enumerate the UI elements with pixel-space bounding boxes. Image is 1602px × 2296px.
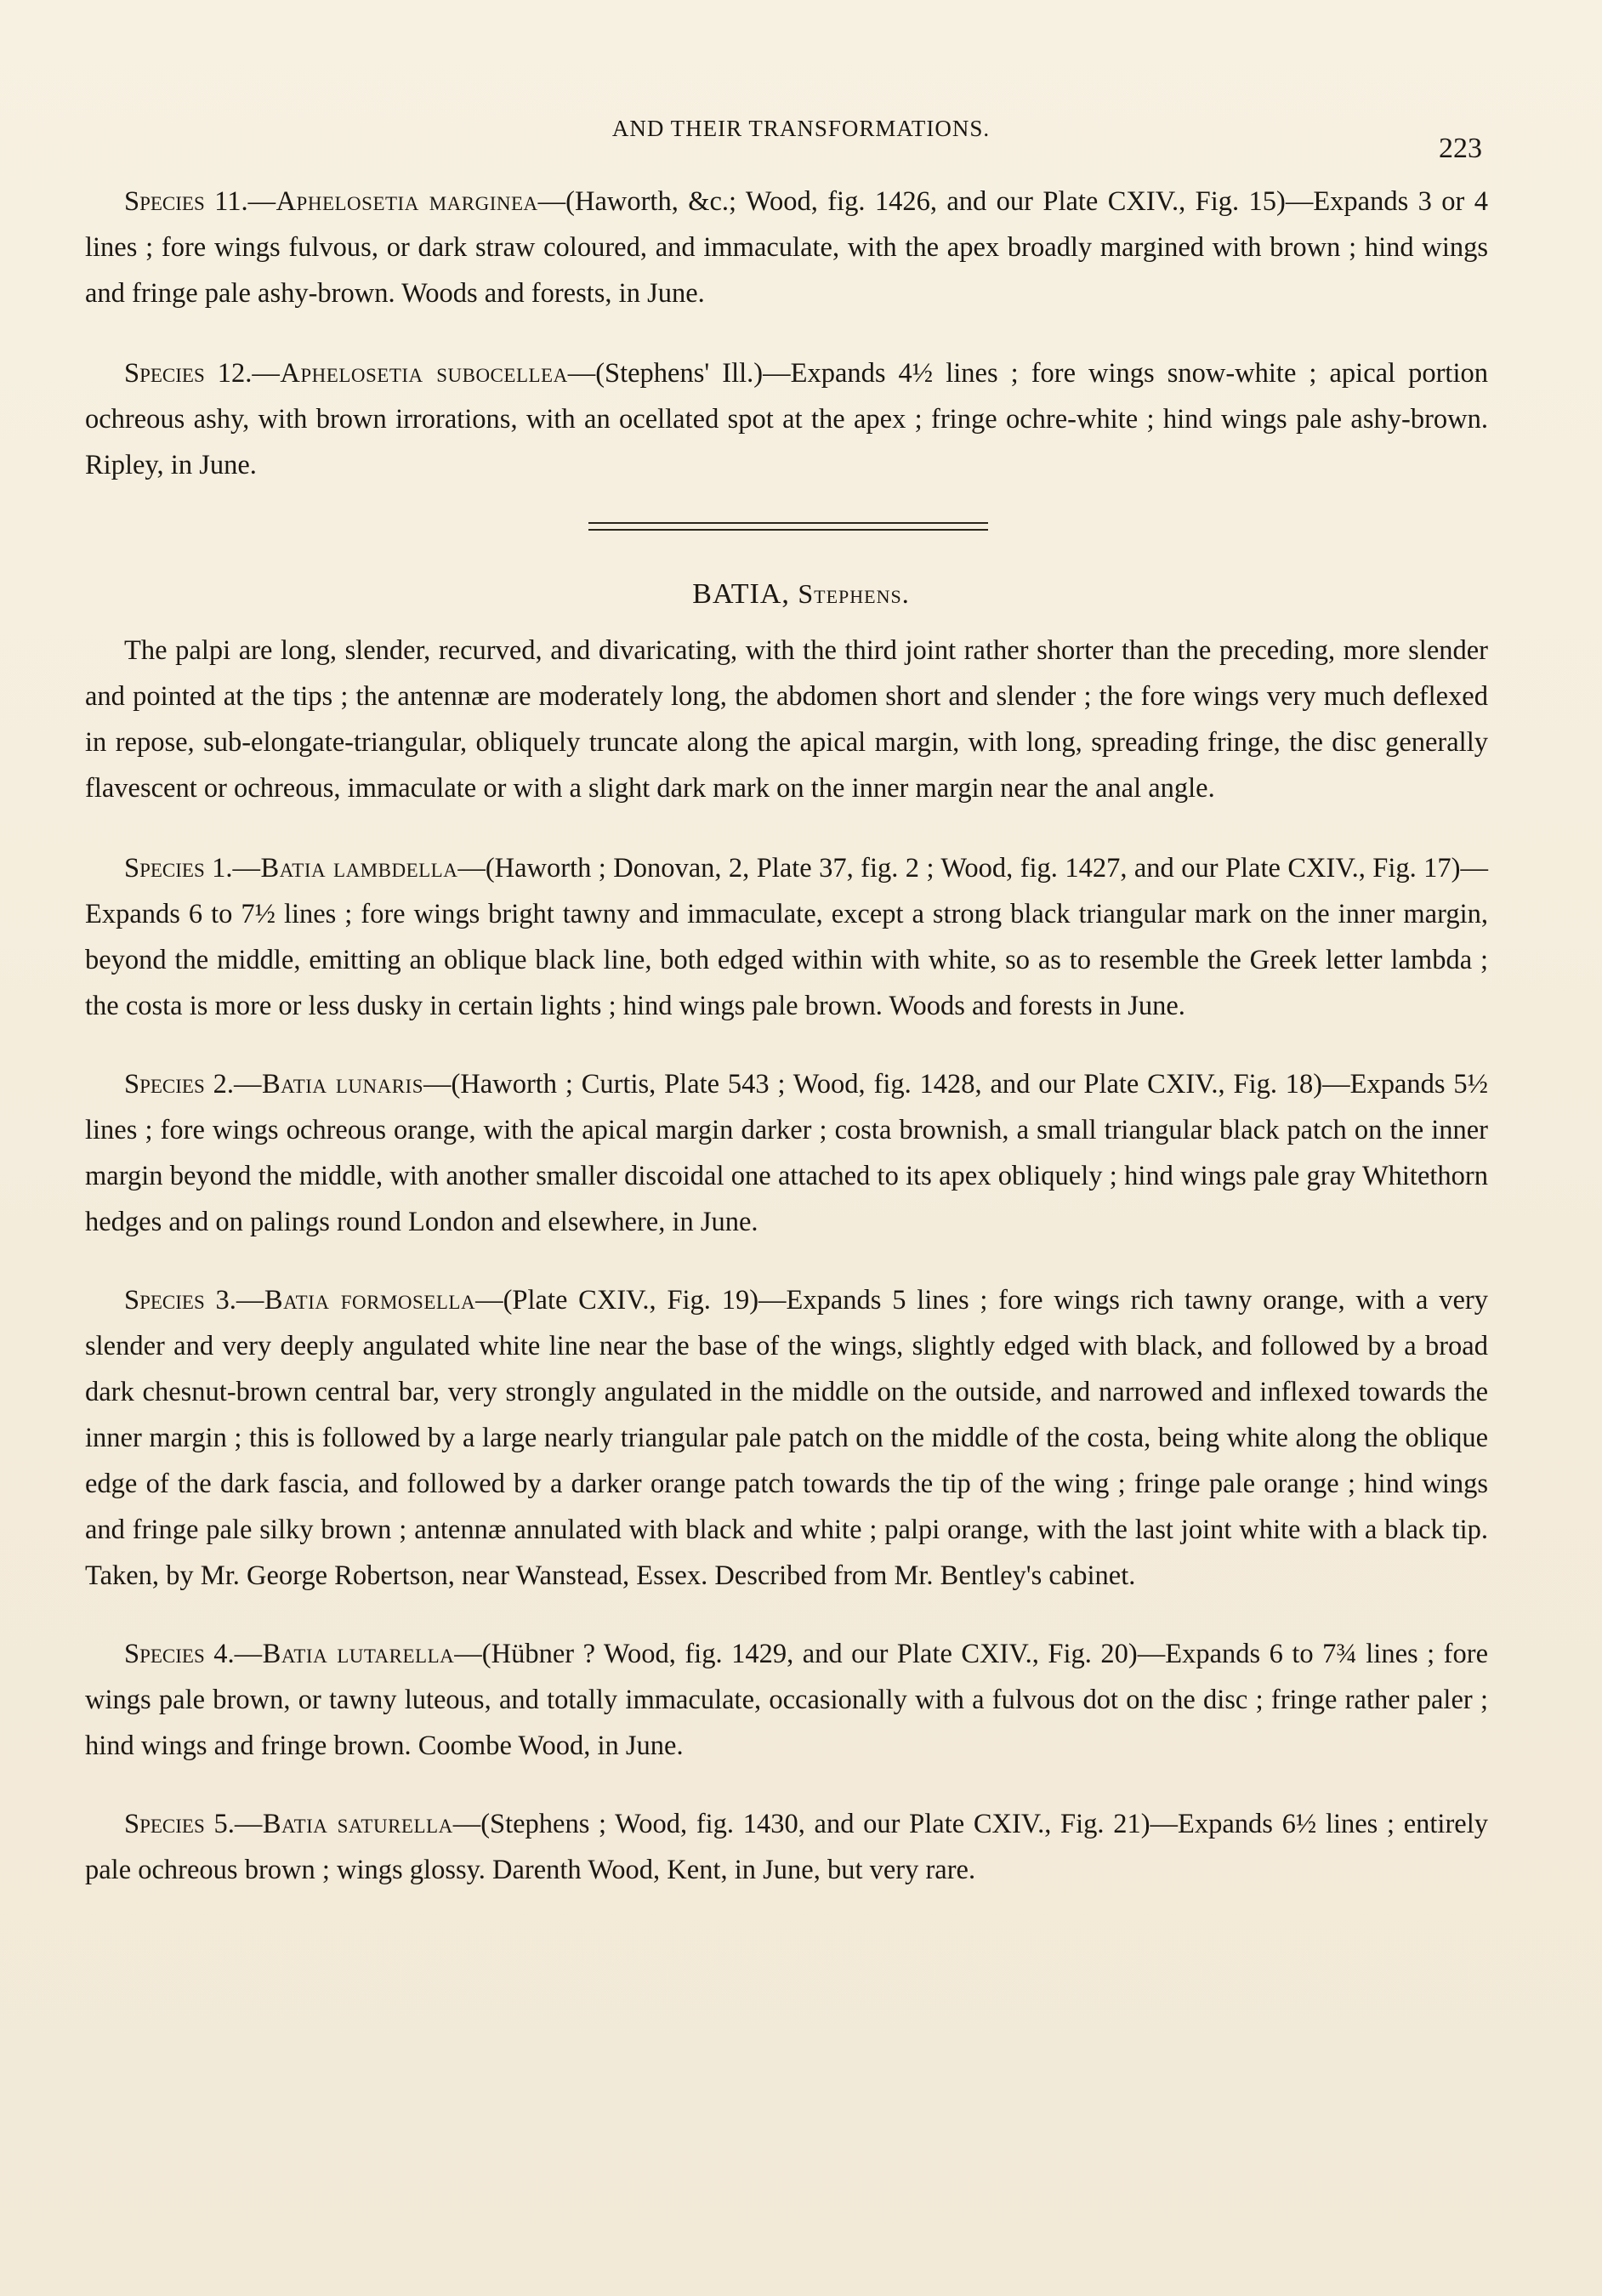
genus-name: BATIA, [692, 578, 790, 610]
species-entry [85, 350, 1488, 488]
species-description: —(Stephens ; Wood, fig. 1430, and our Plate CXIV., Fig. 21)—Expands 6½ lines ; entirely pale ochreous brown ; wings glossy. Darenth Wood, Kent, in June, but very rare. [85, 1809, 1488, 1885]
species-label: Species 1. [124, 853, 233, 884]
species-entry [85, 1631, 1488, 1769]
preceding-species-entries [85, 179, 1488, 522]
species-description: —(Haworth, &c.; Wood, fig. 1426, and our Plate CXIV., Fig. 15)—Expands 3 or 4 lines ; fore wings fulvous, or dark straw coloured, and immaculate, with the apex broadly margined with brown ; hind wings and fringe pale ashy-brown. Woods and forests, in June. [85, 186, 1488, 309]
species-label: Species 12. [124, 358, 253, 389]
genus-heading [0, 578, 1602, 611]
species-entry [85, 1801, 1488, 1893]
species-description: —(Stephens' Ill.)—Expands 4½ lines ; fore wings snow-white ; apical portion ochreous ashy, with brown irrorations, with an ocellated spot at the apex ; fringe ochre-white ; hind wings pale ashy-brown. Ripley, in June. [85, 358, 1488, 480]
species-entry [85, 845, 1488, 1029]
species-description: —(Plate CXIV., Fig. 19)—Expands 5 lines ; fore wings rich tawny orange, with a very slender and very deeply angulated white line near the base of the wings, slightly edged with black, and followed by a broad dark chesnut-brown central bar, very strongly angulated in the middle on the outside, and narrowed and inflexed towards the inner margin ; this is followed by a large nearly triangular pale patch on the middle of the costa, being white along the oblique edge of the dark fascia, and followed by a darker orange patch towards the tip of the wing ; fringe pale orange ; hind wings and fringe pale silky brown ; antennæ annulated with black and white ; palpi orange, with the last joint white with a black tip. Taken, by Mr. George Robertson, near Wanstead, Essex. Described from Mr. Bentley's cabinet. [85, 1285, 1488, 1591]
species-description: —(Hübner ? Wood, fig. 1429, and our Plate CXIV., Fig. 20)—Expands 6 to 7¾ lines ; fore wings pale brown, or tawny luteous, and totally immaculate, occasionally with a fulvous dot on the disc ; fringe rather paler ; hind wings and fringe brown. Coombe Wood, in June. [85, 1639, 1489, 1761]
species-label: Species 2. [124, 1069, 234, 1100]
genus-section [85, 628, 1488, 1925]
species-list [85, 845, 1488, 1893]
species-name: —Batia lunaris [233, 1069, 423, 1100]
species-label: Species 5. [124, 1809, 235, 1839]
section-divider [588, 522, 988, 531]
species-label: Species 11. [124, 186, 248, 217]
species-name: —Batia formosella [236, 1285, 476, 1316]
species-entry [85, 179, 1488, 316]
species-name: —Aphelosetia marginea [247, 186, 538, 217]
species-description: —(Haworth ; Donovan, 2, Plate 37, fig. 2 ; Wood, fig. 1427, and our Plate CXIV., Fig. 17)—Expands 6 to 7½ lines ; fore wings bright tawny and immaculate, except a strong black triangular mark on the inner margin, beyond the middle, emitting an oblique black line, both edged within with white, so as to resemble the Greek letter lambda ; the costa is more or less dusky in certain lights ; hind wings pale brown. Woods and forests in June. [85, 853, 1488, 1021]
page-number: 223 [1439, 133, 1482, 164]
species-name: —Batia lambdella [232, 853, 458, 884]
species-name: —Batia saturella [234, 1809, 453, 1839]
species-name: —Aphelosetia subocellea [252, 358, 568, 389]
genus-description: The palpi are long, slender, recurved, and divaricating, with the third joint rather shorter than the preceding, more slender and pointed at the tips ; the antennæ are moderately long, the abdomen short and slender ; the fore wings very much deflexed in repose, sub-elongate-triangular, obliquely truncate along the apical margin, with long, spreading fringe, the disc generally flavescent or ochreous, immaculate or with a slight dark mark on the inner margin near the anal angle. [85, 635, 1488, 804]
running-title: AND THEIR TRANSFORMATIONS. [611, 116, 991, 141]
species-label: Species 3. [124, 1285, 236, 1316]
species-entry [85, 1061, 1488, 1245]
genus-author: Stephens. [798, 578, 910, 609]
species-entry [85, 1277, 1488, 1599]
species-label: Species 4. [124, 1639, 235, 1669]
species-name: —Batia lutarella [234, 1639, 455, 1669]
species-description: —(Haworth ; Curtis, Plate 543 ; Wood, fig. 1428, and our Plate CXIV., Fig. 18)—Expands 5½ lines ; fore wings ochreous orange, with the apical margin darker ; costa brownish, a small triangular black patch on the inner margin beyond the middle, with another smaller discoidal one attached to its apex obliquely ; hind wings pale gray Whitethorn hedges and on palings round London and elsewhere, in June. [85, 1069, 1488, 1237]
